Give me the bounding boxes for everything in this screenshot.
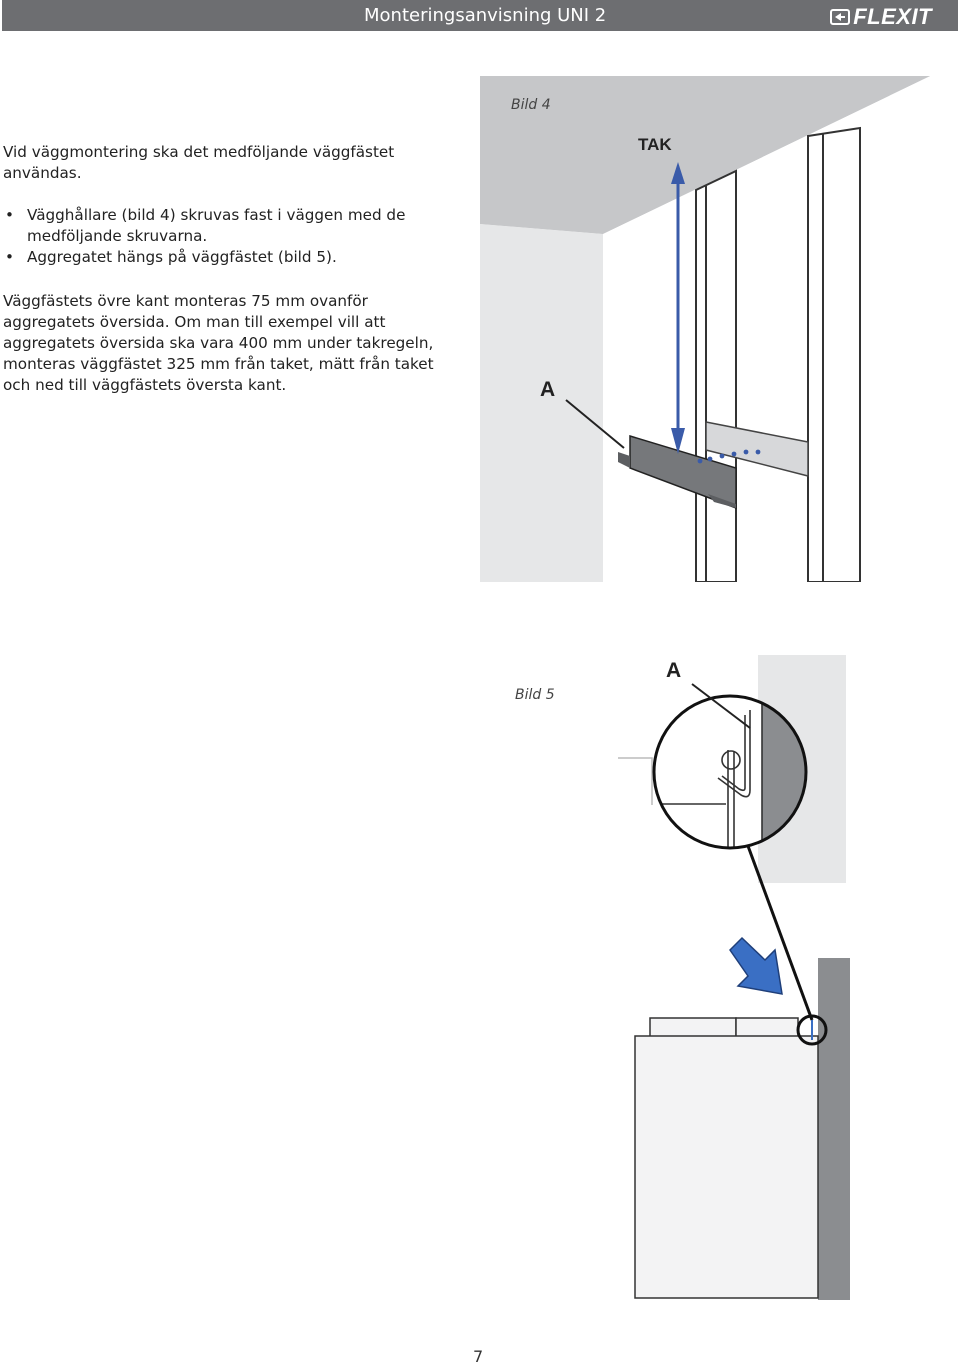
figure-5-illustration	[600, 650, 860, 1300]
list-item: • Vägghållare (bild 4) skruvas fast i väggen med de medföljande skruvarna.	[3, 205, 443, 247]
ceiling-label: TAK	[638, 135, 672, 154]
instruction-list	[3, 205, 443, 268]
document-title: Monteringsanvisning UNI 2	[364, 5, 607, 26]
detail-label-a: A	[540, 378, 556, 401]
ventilation-unit	[635, 1018, 818, 1298]
list-item: • Aggregatet hängs på väggfästet (bild 5).	[3, 247, 443, 268]
mounting-paragraph: Väggfästets övre kant monteras 75 mm ovanför aggregatets översida. Om man till exempel vill att aggregatets översida ska vara 400 mm under takregeln, monteras väggfästet 325 mm från taket, mätt från taket och ned till väggfästets översta kant.	[3, 292, 434, 394]
left-wall	[480, 224, 603, 582]
figure-4-illustration	[478, 76, 934, 582]
detail-label-a: A	[666, 659, 682, 682]
page-number: 7	[473, 1347, 484, 1366]
figure-5-caption: Bild 5	[515, 687, 555, 703]
intro-paragraph: Vid väggmontering ska det medföljande väggfästet användas.	[3, 143, 395, 182]
figure-4-caption: Bild 4	[511, 97, 551, 113]
wall-panel	[818, 958, 850, 1300]
flexit-logo-icon	[830, 8, 850, 26]
brand-name: FLEXIT	[853, 4, 932, 29]
header-bar	[2, 0, 958, 31]
insert-direction-arrow	[730, 938, 782, 994]
brand-logo	[830, 4, 932, 30]
